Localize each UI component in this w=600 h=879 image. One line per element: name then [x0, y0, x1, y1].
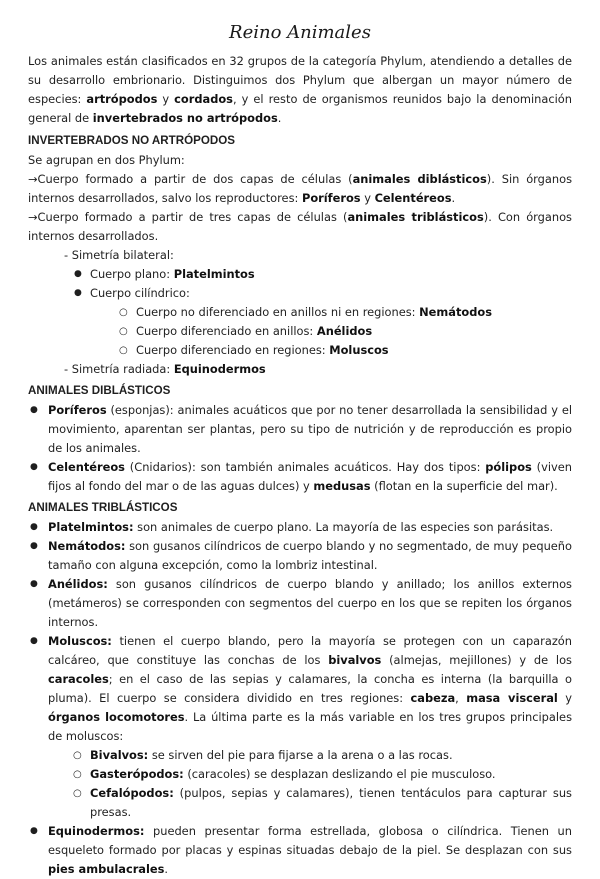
list-item: ● Platelmintos: son animales de cuerpo plano. La mayoría de las especies son parásitas.: [48, 518, 572, 537]
list-item: ○ Gasterópodos: (caracoles) se desplazan deslizando el pie musculoso.: [90, 765, 572, 784]
list-item: ● Poríferos (esponjas): animales acuáticos que por no tener desarrollada la sensibilidad y el movimiento, aparentan ser plantas, pero su tipo de nutrición y de reproducción es propio de los animales.: [48, 401, 572, 458]
section-heading-invertebrados: INVERTEBRADOS NO ARTRÓPODOS: [28, 134, 235, 147]
list-item: ● Celentéreos (Cnidarios): son también animales acuáticos. Hay dos tipos: pólipos (viven fijos al fondo del mar o de las aguas dulces) y medusas (flotan en la superficie del mar).: [48, 458, 572, 496]
bilateral-list: [28, 265, 572, 303]
list-item: ● Nemátodos: son gusanos cilíndricos de cuerpo blando y no segmentado, de muy pequeño tamaño con alguna excepción, como la lombriz intestinal.: [48, 537, 572, 575]
list-item: ○ Cefalópodos: (pulpos, sepias y calamares), tienen tentáculos para capturar sus presas.: [90, 784, 572, 822]
simetria-radiada: - Simetría radiada: Equinodermos: [64, 362, 266, 376]
section-heading-triblasticos: ANIMALES TRIBLÁSTICOS: [28, 501, 178, 514]
simetria-bilateral: - Simetría bilateral:: [64, 248, 174, 262]
diblasticos-line: →Cuerpo formado a partir de dos capas de células (animales diblásticos). Sin órganos internos desarrollados, salvo los reproductores: Poríferos y Celentéreos.: [28, 172, 572, 205]
list-item: ● Cuerpo plano: Platelmintos: [90, 265, 572, 284]
phylum-intro-line: Se agrupan en dos Phylum:: [28, 153, 185, 167]
diblasticos-list: [28, 401, 572, 496]
intro-paragraph: Los animales están clasificados en 32 grupos de la categoría Phylum, atendiendo a detalles de su desarrollo embrionario. Distinguimos dos Phylum que albergan un mayor número de especies: artrópodos y cordados, y el resto de organismos reunidos bajo la denominación general de invertebrados no artrópodos.: [28, 54, 572, 125]
page-title: Reino Animales: [229, 22, 371, 43]
list-item: ○ Cuerpo diferenciado en anillos: Anélidos: [136, 322, 572, 341]
list-item: ● Moluscos: tienen el cuerpo blando, pero la mayoría se protegen con un caparazón calcáreo, que constituye las conchas de los bivalvos (almejas, mejillones) y de los caracoles; en el caso de las sepias y calamares, la concha es interna (la barquilla o pluma). El cuerpo se considera dividido en tres regiones: cabeza, masa visceral y órganos locomotores. La última parte es la más variable en los tres grupos principales de moluscos: ○ Bivalvos: se sirven del pie para fijarse a la arena o a las rocas. ○ Gasterópodos: (caracoles) se desplazan deslizando el pie musculoso. ○ Cefalópodos: (pulpos, sepias y calamares), tienen tentáculos para capturar sus presas.: [48, 632, 572, 822]
list-item: ○ Cuerpo diferenciado en regiones: Moluscos: [136, 341, 572, 360]
triblasticos-list: [28, 518, 572, 879]
list-item: ● Cuerpo cilíndrico:: [90, 284, 572, 303]
triblasticos-line: →Cuerpo formado a partir de tres capas de células (animales triblásticos). Con órganos internos desarrollados.: [28, 210, 572, 243]
cilindrico-list: [28, 303, 572, 360]
list-item: ○ Cuerpo no diferenciado en anillos ni en regiones: Nemátodos: [136, 303, 572, 322]
moluscos-sublist: [48, 746, 572, 822]
list-item: ● Equinodermos: pueden presentar forma estrellada, globosa o cilíndrica. Tienen un esqueleto formado por placas y espinas situadas debajo de la piel. Se desplazan con sus pies ambulacrales.: [48, 822, 572, 879]
list-item: ● Anélidos: son gusanos cilíndricos de cuerpo blando y anillado; los anillos externos (metámeros) se corresponden con segmentos del cuerpo en los que se repiten los órganos internos.: [48, 575, 572, 632]
section-heading-diblasticos: ANIMALES DIBLÁSTICOS: [28, 384, 171, 397]
list-item: ○ Bivalvos: se sirven del pie para fijarse a la arena o a las rocas.: [90, 746, 572, 765]
